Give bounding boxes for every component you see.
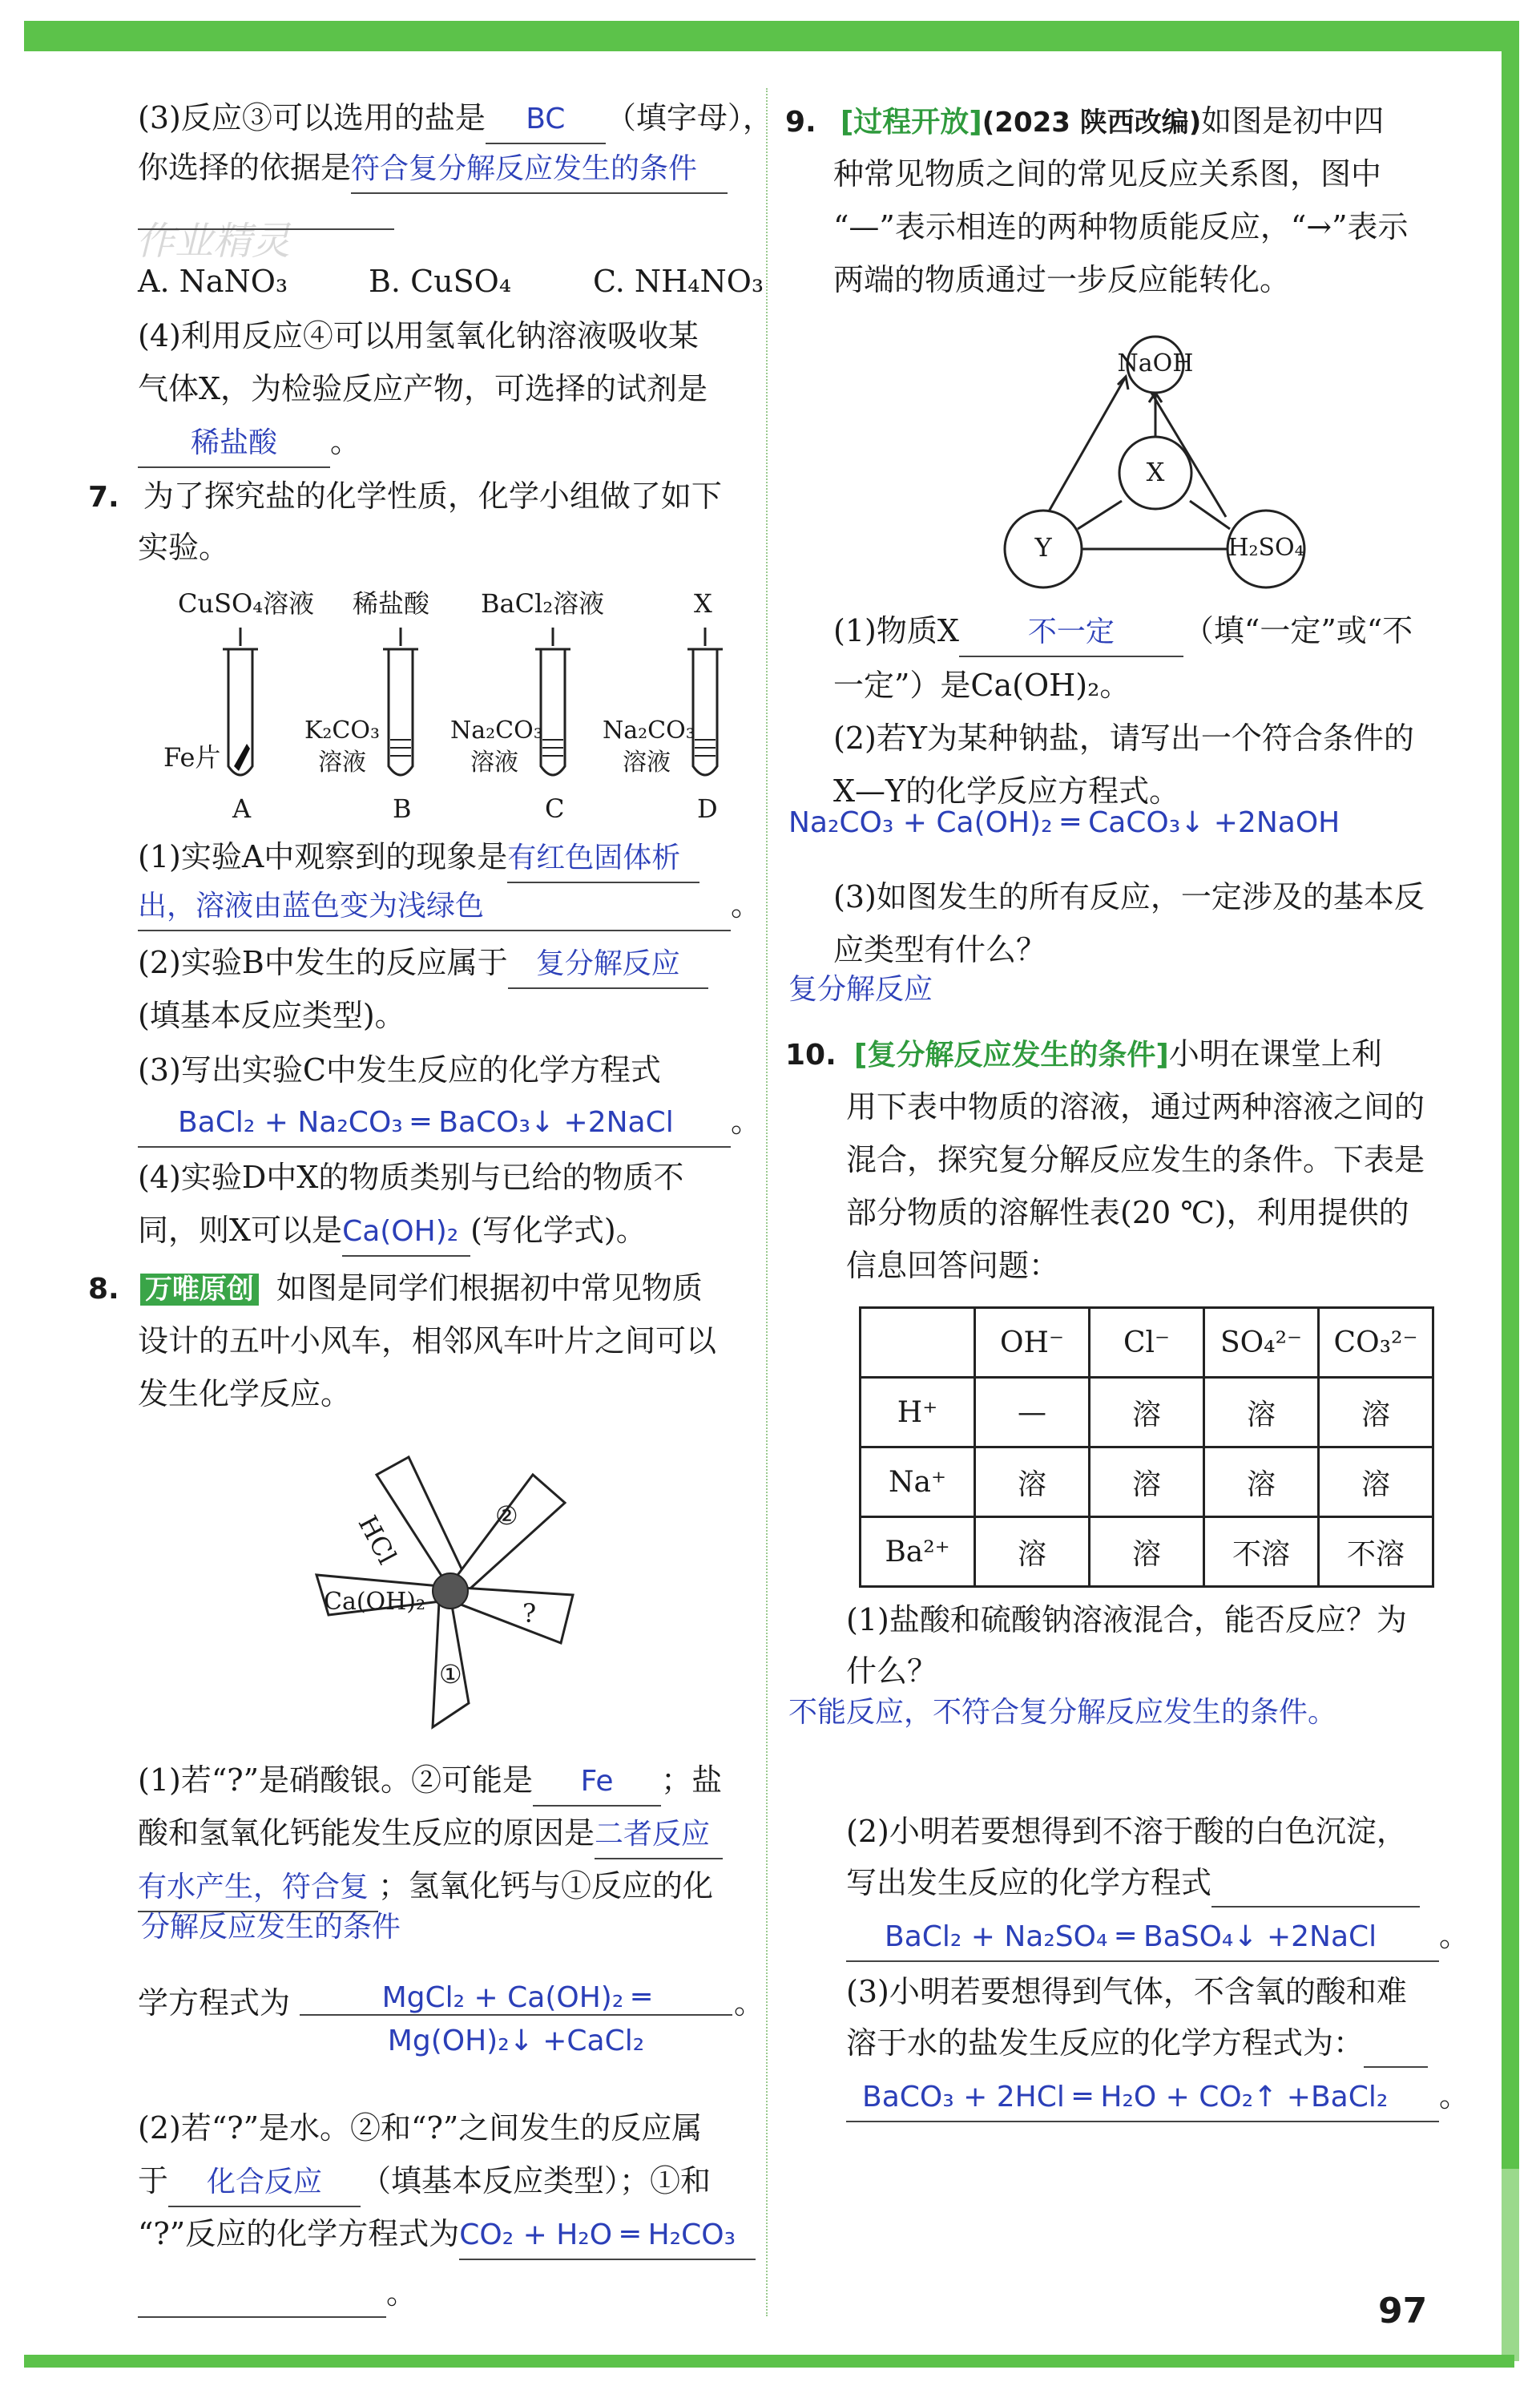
table-cell: OH⁻ [975,1308,1090,1378]
q6-option-a: A. NaNO₃ [138,264,288,299]
q7-part2-line2: (填基本反应类型)。 [138,998,405,1033]
tube-a-top-label: CuSO₄溶液 [178,588,315,619]
table-cell: Na⁺ [861,1447,975,1517]
q7-part1-line2: 出，溶液由蓝色变为浅绿色 。 [138,882,761,931]
page-number: 97 [1378,2291,1428,2331]
q10-part2-equation: BaCl₂ + Na₂SO₄ ═ BaSO₄↓ +2NaCl [885,1920,1377,1953]
q9-part3-answer: 复分解反应 [788,973,933,1006]
q9-stem-line1: 9. [过程开放](2023 陕西改编)如图是初中四 [785,103,1385,139]
blade-label-caoh2: Ca(OH)₂ [324,1588,426,1616]
tube-c-letter: C [545,793,565,824]
table-cell: — [975,1378,1090,1447]
table-row [861,1378,1433,1447]
table-cell [861,1308,975,1378]
q8-reason-a: 二者反应 [595,1818,711,1851]
table-cell: 溶 [1204,1378,1319,1447]
q7-part3-line2: BaCl₂ + Na₂CO₃ ═ BaCO₃↓ +2NaCl 。 [138,1098,761,1148]
table-row [861,1447,1433,1517]
right-green-border [1502,21,1519,2169]
q8-eq-line2 [300,2025,732,2057]
q10-part1-line2: 什么？ [846,1653,938,1689]
q7-part4-line1: (4)实验D中X的物质类别与已给的物质不 [138,1160,684,1195]
q9-part3-line2: 应类型有什么？ [833,932,1047,967]
q6-part3-answer: BC [526,103,566,135]
q8-part1-eq-label: 学方程式为 [138,1985,291,2021]
q10-part3-line2: 溶于水的盐发生反应的化学方程式为： [846,2020,1428,2068]
table-cell: SO₄²⁻ [1204,1308,1319,1378]
q9-part2-line2: X—Y的化学反应方程式。 [833,773,1180,809]
q10-part3-line1: (3)小明若要想得到气体，不含氧的酸和难 [846,1974,1407,2009]
q10-part2-line1: (2)小明若要想得到不溶于酸的白色沉淀， [846,1814,1407,1849]
q10-stem-line1: 10. [复分解反应发生的条件]小明在课堂上利 [785,1036,1382,1072]
q10-part2-line2: 写出发生反应的化学方程式 [846,1859,1420,1908]
q8-part2-line4: 。 [138,2270,417,2318]
q10-part2-line3: BaCl₂ + Na₂SO₄ ═ BaSO₄↓ +2NaCl 。 [846,1912,1469,1962]
table-cell: Ba²⁺ [861,1517,975,1587]
q9-stem-line3: “—”表示相连的两种物质能反应，“→”表示 [833,209,1409,244]
q8-eq-period: 。 [734,1985,765,2021]
table-cell: Cl⁻ [1090,1308,1204,1378]
table-cell: H⁺ [861,1378,975,1447]
blade-label-question: ? [522,1598,537,1629]
q9-part1-line2: 一定”）是Ca(OH)₂。 [833,668,1131,703]
q9-part2-equation: Na₂CO₃ + Ca(OH)₂ ═ CaCO₃↓ +2NaOH [788,806,1340,839]
tube-c-inside-label: Na₂CO₃溶液 [450,717,543,777]
q8-reason-b: 有水产生，符合复 [138,1871,369,1904]
tube-b-inside-label: K₂CO₃溶液 [304,717,380,777]
node-label-y: Y [1034,532,1052,563]
q9-part3-line1: (3)如图发生的所有反应，一定涉及的基本反 [833,879,1425,914]
q9-part1-answer: 不一定 [1027,616,1115,648]
tube-d-top-label: X [694,588,712,619]
node-label-x: X [1146,457,1165,487]
right-light-green-tab [1502,2169,1519,2361]
q9-part1-line1: (1)物质X 不一定 （填“一定”或“不 [833,608,1413,657]
q9-stem-line4: 两端的物质通过一步反应能转化。 [833,262,1291,297]
tube-d-letter: D [697,793,718,824]
top-green-border [24,21,1506,51]
q8-part2-equation: CO₂ + H₂O ═ H₂CO₃ [459,2218,736,2251]
q8-equation-a: MgCl₂ + Ca(OH)₂ ═ [381,1981,651,2014]
q9-tag: [过程开放] [840,106,982,139]
q7-stem-line2: 实验。 [138,530,230,565]
q10-stem-line3: 混合，探究复分解反应发生的条件。下表是 [846,1142,1425,1177]
table-cell: 溶 [975,1447,1090,1517]
q7-stem-line1: 7. 为了探究盐的化学性质，化学小组做了如下 [88,478,722,514]
q9-source: (2023 陕西改编) [982,107,1202,139]
q7-part4-line2: 同，则X可以是Ca(OH)₂ (写化学式)。 [138,1207,647,1257]
tube-a-letter: A [232,793,252,824]
tube-a-inside-label: Fe片 [163,742,221,773]
tube-b-letter: B [393,793,412,824]
q10-stem-line5: 信息回答问题： [846,1248,1060,1283]
column-divider [766,88,768,2316]
blade-label-1: ① [439,1659,462,1690]
tube-d-inside-label: Na₂CO₃溶液 [603,717,695,777]
q6-part4-line1: (4)利用反应④可以用氢氧化钠溶液吸收某 [138,318,699,353]
q8-part2-answer: 化合反应 [207,2166,323,2198]
q6-blank-line [138,228,394,230]
q10-part3-line3: BaCO₃ + 2HCl ═ H₂O + CO₂↑ +BaCl₂ 。 [846,2073,1469,2122]
q8-part1-line2: 酸和氢氧化钙能发生反应的原因是二者反应 [138,1810,723,1859]
q7-part2-line1: (2)实验B中发生的反应属于 复分解反应 [138,939,708,989]
q8-stem-line1: 8. 万唯原创 如图是同学们根据初中常见物质 [88,1270,703,1306]
q7-part1-answer-a: 有红色固体析 [507,842,681,874]
q7-number: 7. [88,481,119,514]
table-cell: 溶 [975,1517,1090,1587]
q8-part1-line3: 有水产生，符合复 ；氢氧化钙与①反应的化 [138,1863,713,1912]
q8-reason-c: 分解反应发生的条件 [141,1911,401,1944]
tube-c-top-label: BaCl₂溶液 [481,588,605,619]
q6-part4-answer: 稀盐酸 [190,426,277,459]
q10-stem-line4: 部分物质的溶解性表(20 ℃)，利用提供的 [846,1195,1409,1230]
q10-tag: [复分解反应发生的条件] [853,1039,1169,1072]
bottom-green-border [24,2355,1514,2368]
q8-part2-line3: “?”反应的化学方程式为CO₂ + H₂O ═ H₂CO₃ [138,2210,756,2260]
blade-label-2: ② [495,1500,518,1531]
table-row [861,1517,1433,1587]
q8-part2-line1: (2)若“?”是水。②和“?”之间发生的反应属 [138,2110,703,2146]
q9-part2-line1: (2)若Y为某种钠盐，请写出一个符合条件的 [833,721,1414,756]
q7-part1-line1: (1)实验A中观察到的现象是有红色固体析 [138,834,699,883]
q7-part2-answer: 复分解反应 [535,947,680,980]
solubility-table [859,1306,1434,1588]
q9-stem-line2: 种常见物质之间的常见反应关系图，图中 [833,156,1382,192]
watermark: 作业精灵 [136,219,291,264]
q7-part1-answer-b: 出，溶液由蓝色变为浅绿色 [138,890,485,922]
q9-number: 9. [785,106,816,139]
q6-options [138,258,288,305]
q6-part3-line1: (3)反应③可以选用的盐是 BC （填字母）， [138,95,773,144]
q8-part2-line2: 于 化合反应 （填基本反应类型）；①和 [138,2158,711,2207]
q8-eq-line1 [300,1981,732,2016]
q10-number: 10. [785,1039,837,1072]
table-cell: 溶 [1319,1378,1433,1447]
table-cell: 溶 [1319,1447,1433,1517]
table-header-row [861,1308,1433,1378]
q10-part1-line1: (1)盐酸和硫酸钠溶液混合，能否反应？为 [846,1602,1407,1637]
blade-label-hcl: HCl [352,1510,403,1569]
q8-part1-line1: (1)若“?”是硝酸银。②可能是 Fe ；盐 [138,1757,722,1807]
q7-part3-equation: BaCl₂ + Na₂CO₃ ═ BaCO₃↓ +2NaCl [178,1106,674,1139]
brand-badge: 万唯原创 [140,1274,259,1306]
table-cell: 不溶 [1319,1517,1433,1587]
q8-stem-line3: 发生化学反应。 [138,1376,352,1411]
tube-b-top-label: 稀盐酸 [353,588,430,619]
table-cell: 溶 [1090,1517,1204,1587]
q7-part4-answer: Ca(OH)₂ [342,1215,459,1248]
pinwheel-hub [433,1573,468,1609]
q8-equation-b: Mg(OH)₂↓ +CaCl₂ [387,2025,645,2057]
q10-stem-line2: 用下表中物质的溶液，通过两种溶液之间的 [846,1089,1425,1124]
q6-part3-line2: 你选择的依据是符合复分解反应发生的条件 [138,144,728,194]
q10-part1-answer: 不能反应，不符合复分解反应发生的条件。 [788,1696,1337,1729]
q6-reason-answer: 符合复分解反应发生的条件 [351,152,698,185]
q8-number: 8. [88,1273,119,1306]
table-cell: 溶 [1090,1447,1204,1517]
q6-option-c: C. NH₄NO₃ [593,264,764,299]
table-cell: 溶 [1204,1447,1319,1517]
q8-part1-answer: Fe [580,1765,614,1798]
q6-part4-line2: 气体X，为检验反应产物，可选择的试剂是 [138,371,708,406]
iron-piece-icon [234,744,250,771]
q6-part4-line3: 稀盐酸 。 [138,418,361,468]
q7-part3-line1: (3)写出实验C中发生反应的化学方程式 [138,1052,661,1088]
node-label-h2so4: H₂SO₄ [1228,534,1304,562]
node-label-naoh: NaOH [1117,349,1194,377]
table-cell: 不溶 [1204,1517,1319,1587]
table-cell: 溶 [1090,1378,1204,1447]
q10-part3-equation: BaCO₃ + 2HCl ═ H₂O + CO₂↑ +BaCl₂ [862,2081,1389,2113]
table-cell: CO₃²⁻ [1319,1308,1433,1378]
q6-option-b: B. CuSO₄ [369,264,512,299]
q8-stem-line2: 设计的五叶小风车，相邻风车叶片之间可以 [138,1323,717,1359]
